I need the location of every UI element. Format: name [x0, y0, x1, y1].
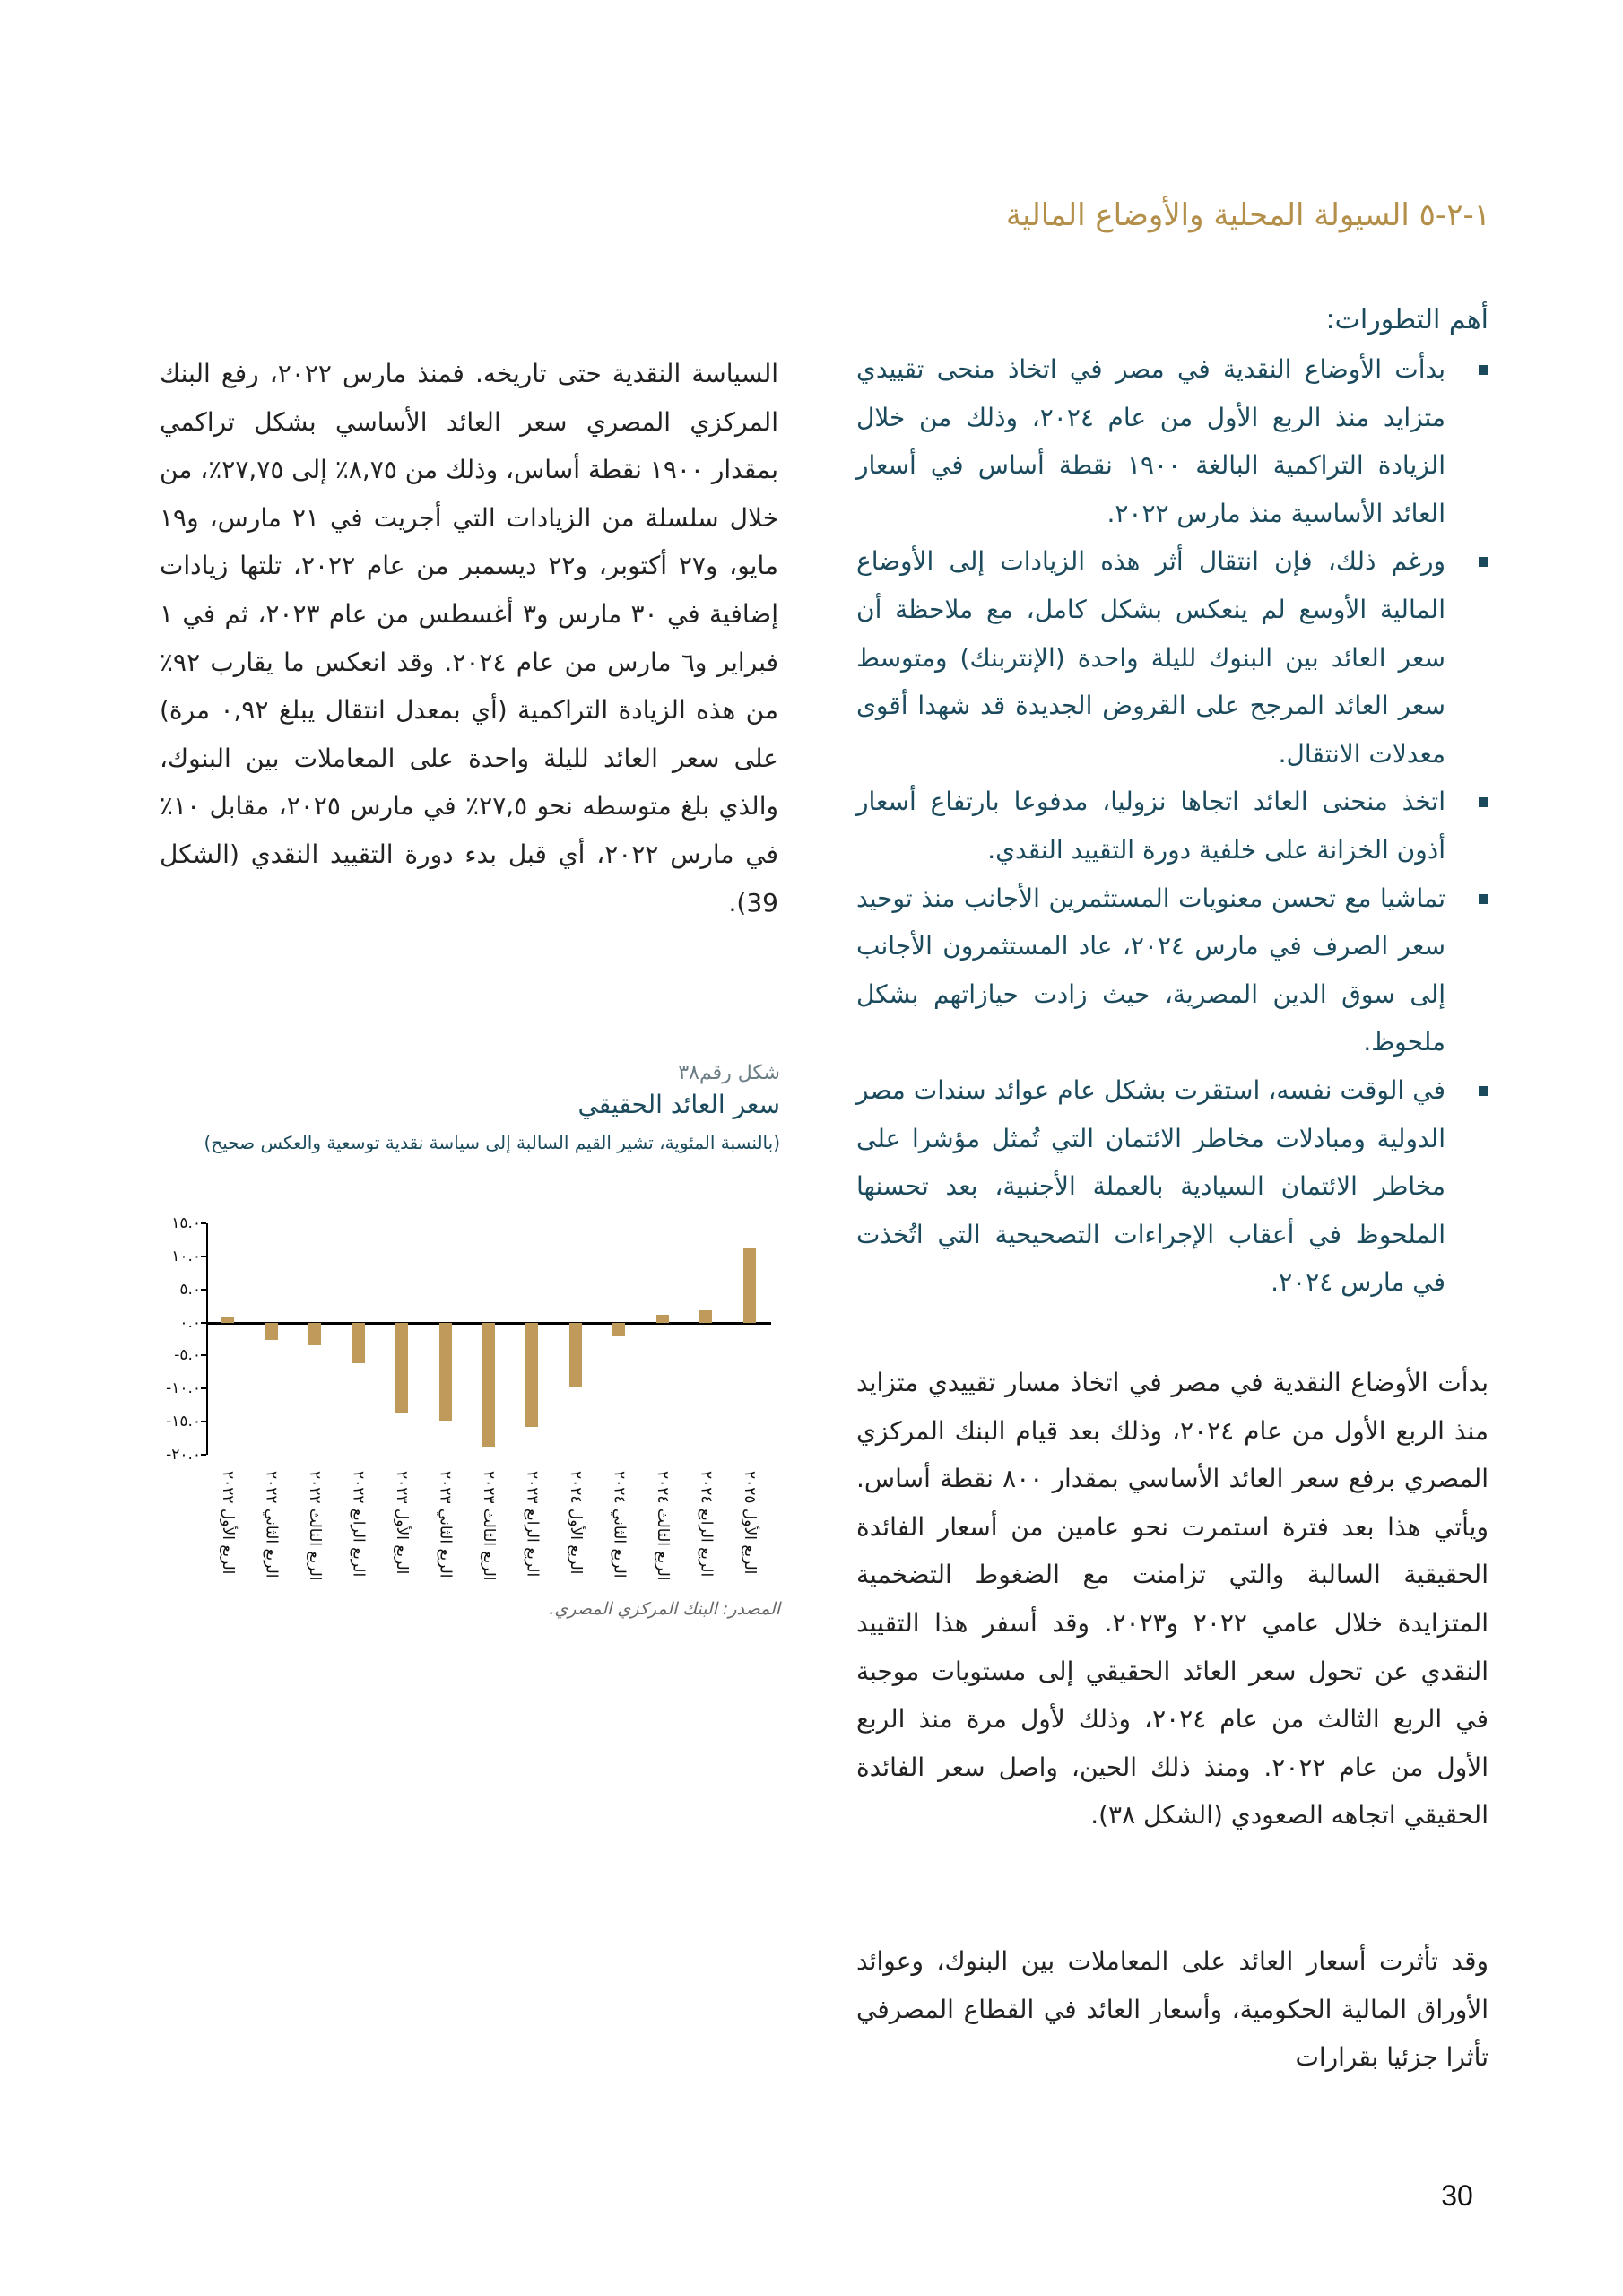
highlight-item: بدأت الأوضاع النقدية في مصر في اتخاذ منحى تقييدي متزايد منذ الربع الأول من عام ٢٠٢٤، وذلك من خلال الزيادة التراكمية البالغة ١٩٠٠ نقطة أساس في أسعار العائد الأساسية منذ مارس ٢٠٢٢.: [856, 345, 1488, 537]
y-tick-mark: [201, 1222, 206, 1224]
bar: [525, 1323, 538, 1427]
y-tick-mark: [201, 1322, 206, 1324]
body-paragraph-1: بدأت الأوضاع النقدية في مصر في اتخاذ مسار تقييدي متزايد منذ الربع الأول من عام ٢٠٢٤، وذلك بعد قيام البنك المركزي المصري برفع سعر العائد الأساسي بمقدار ٨٠٠ نقطة أساس. ويأتي هذا بعد فترة استمرت نحو عامين من أسعار الفائدة الحقيقية السالبة والتي تزامنت مع الضغوط التضخمية المتزايدة خلال عامي ٢٠٢٢ و٢٠٢٣. وقد أسفر هذا التقييد النقدي عن تحول سعر العائد الحقيقي إلى مستويات موجبة في الربع الثالث من عام ٢٠٢٤، وذلك لأول مرة منذ الربع الأول من عام ٢٠٢٢. ومنذ ذلك الحين، واصل سعر الفائدة الحقيقي اتجاهه الصعودي (الشكل ٣٨).: [856, 1368, 1488, 1831]
bar: [699, 1310, 712, 1323]
bar: [439, 1323, 452, 1421]
bar: [308, 1323, 321, 1345]
bar: [569, 1323, 582, 1387]
section-title: ١-٢-٥ السيولة المحلية والأوضاع المالية: [1005, 197, 1490, 233]
highlights-heading: أهم التطورات:: [1325, 304, 1488, 335]
x-tick-label: الربع الأول ٢٠٢٢: [219, 1471, 238, 1575]
bar: [221, 1317, 234, 1323]
bar: [395, 1323, 408, 1414]
real-interest-rate-chart: [161, 1202, 771, 1614]
bullet-square-icon: [1479, 894, 1488, 904]
y-tick-mark: [201, 1289, 206, 1291]
x-tick-label: الربع الثاني ٢٠٢٣: [436, 1471, 455, 1578]
highlight-item: في الوقت نفسه، استقرت بشكل عام عوائد سندات مصر الدولية ومبادلات مخاطر الائتمان التي تُمثل مؤشرا على مخاطر الائتمان السيادية بالعملة الأجنبية، بعد تحسنها الملحوظ في أعقاب الإجراءات التصحيحية التي اتُخذت في مارس ٢٠٢٤.: [856, 1066, 1488, 1307]
bar: [656, 1315, 669, 1323]
x-tick-label: الربع الأول ٢٠٢٥: [740, 1471, 759, 1575]
x-tick-label: الربع الرابع ٢٠٢٤: [697, 1471, 716, 1578]
y-tick-label: ٥.٠: [179, 1280, 201, 1299]
highlight-item: ورغم ذلك، فإن انتقال أثر هذه الزيادات إلى الأوضاع المالية الأوسع لم ينعكس بشكل كامل، مع ملاحظة أن سعر العائد بين البنوك لليلة واحدة (الإنتربنك) ومتوسط سعر العائد المرجح على القروض الجديدة قد شهدا أقوى معدلات الانتقال.: [856, 537, 1488, 778]
y-tick-label: ١٠.٠: [171, 1247, 201, 1265]
figure-subtitle: (بالنسبة المئوية، تشير القيم السالبة إلى سياسة نقدية توسعية والعكس صحيح): [204, 1132, 780, 1153]
y-tick-mark: [201, 1454, 206, 1456]
figure-source: المصدر: البنك المركزي المصري.: [549, 1599, 780, 1619]
body-paragraph-2: وقد تأثرت أسعار العائد على المعاملات بين البنوك، وعوائد الأوراق المالية الحكومية، وأسعار العائد في القطاع المصرفي تأثرا جزئيا بقرارات: [856, 1946, 1488, 2073]
y-tick-label: -٥.٠: [174, 1346, 201, 1365]
figure-title: سعر العائد الحقيقي: [577, 1090, 780, 1119]
x-tick-label: الربع الثالث ٢٠٢٢: [306, 1471, 325, 1581]
y-tick-label: ١٥.٠: [171, 1214, 201, 1232]
x-tick-label: الربع الثالث ٢٠٢٤: [653, 1471, 672, 1581]
x-tick-label: الربع الأول ٢٠٢٣: [393, 1471, 412, 1575]
x-tick-label: الربع الأول ٢٠٢٤: [566, 1471, 585, 1575]
x-tick-label: الربع الرابع ٢٠٢٢: [349, 1471, 368, 1578]
y-tick-label: -١٥.٠: [166, 1413, 201, 1431]
y-tick-label: -١٠.٠: [166, 1379, 201, 1398]
highlights-list: [856, 345, 1488, 1307]
figure-label: شكل رقم٣٨: [678, 1062, 780, 1084]
highlight-item: اتخذ منحنى العائد اتجاها نزوليا، مدفوعا بارتفاع أسعار أذون الخزانة على خلفية دورة التقييد النقدي.: [856, 778, 1488, 874]
highlight-item: تماشيا مع تحسن معنويات المستثمرين الأجانب منذ توحيد سعر الصرف في مارس ٢٠٢٤، عاد المستثمرون الأجانب إلى سوق الدين المصرية، حيث زادت حيازاتهم بشكل ملحوظ.: [856, 874, 1488, 1066]
y-tick-label: ٠.٠: [179, 1313, 201, 1332]
y-tick-mark: [201, 1256, 206, 1257]
x-tick-label: الربع الثاني ٢٠٢٢: [262, 1471, 281, 1578]
bullet-square-icon: [1479, 1086, 1488, 1096]
bar: [352, 1323, 365, 1363]
y-tick-mark: [201, 1354, 206, 1356]
bullet-square-icon: [1479, 797, 1488, 807]
y-axis-line: [206, 1223, 208, 1455]
x-tick-label: الربع الثاني ٢٠٢٤: [610, 1471, 629, 1578]
bar: [612, 1323, 625, 1336]
bar: [743, 1248, 756, 1322]
y-tick-mark: [201, 1421, 206, 1422]
page-number: 30: [1441, 2179, 1473, 2212]
x-tick-label: الربع الرابع ٢٠٢٣: [523, 1471, 542, 1578]
bar: [482, 1323, 495, 1448]
bullet-square-icon: [1479, 365, 1488, 375]
left-paragraph: السياسة النقدية حتى تاريخه. فمنذ مارس ٢٠٢٢، رفع البنك المركزي المصري سعر العائد الأساسي بشكل تراكمي بمقدار ١٩٠٠ نقطة أساس، وذلك من ٨,٧٥٪ إلى ٢٧,٧٥٪، من خلال سلسلة من الزيادات التي أجريت في ٢١ مارس، و١٩ مايو، و٢٧ أكتوبر، و٢٢ ديسمبر من عام ٢٠٢٢، تلتها زيادات إضافية في ٣٠ مارس و٣ أغسطس من عام ٢٠٢٣، ثم في ١ فبراير و٦ مارس من عام ٢٠٢٤. وقد انعكس ما يقارب ٩٢٪ من هذه الزيادة التراكمية (أي بمعدل انتقال يبلغ ٠,٩٢ مرة) على سعر العائد لليلة واحدة على المعاملات بين البنوك، والذي بلغ متوسطه نحو ٢٧,٥٪ في مارس ٢٠٢٥، مقابل ١٠٪ في مارس ٢٠٢٢، أي قبل بدء دورة التقييد النقدي (الشكل 39).: [160, 359, 779, 918]
bar: [265, 1323, 278, 1341]
x-tick-label: الربع الثالث ٢٠٢٣: [480, 1471, 498, 1581]
bullet-square-icon: [1479, 557, 1488, 567]
y-tick-label: -٢٠.٠: [166, 1446, 201, 1464]
y-tick-mark: [201, 1387, 206, 1389]
